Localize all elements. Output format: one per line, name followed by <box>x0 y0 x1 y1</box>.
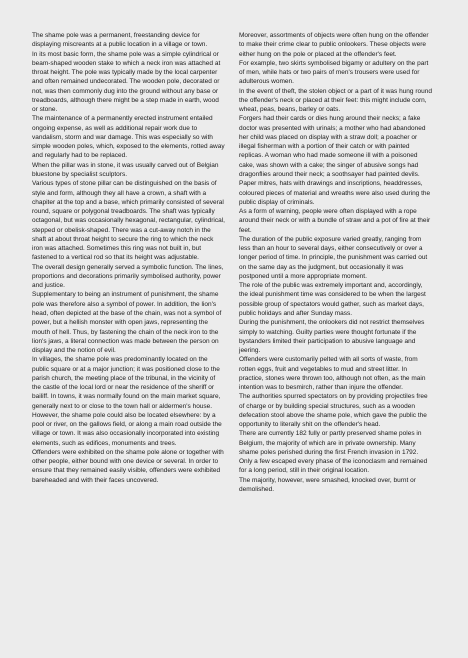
paragraph: In villages, the shame pole was predominantly located on the public square or at a major junction; it was positioned close to the parish church, the meeting place of the tribunal, in the vicinity of the castle of the local lord or near the residence of the sheriff or bailiff. In towns, it was normally found on the main market square, generally next to or close to the town hall or aldermen's house. However, the shame pole could also be located elsewhere: by a pool or river, on the gallows field, or along a main road outside the village or town. It was also occasionally incorporated into existing elements, such as edifices, monuments and trees. <box>32 356 222 447</box>
paragraph: The authorities spurred spectators on by providing projectiles free of charge or by building special structures, such as a wooden defecation stool above the shame pole, which gave the public the opportunity to literally shit on the offender's head. <box>239 393 428 429</box>
paragraph: The overall design generally served a symbolic function. The lines, proportions and decorations primarily symbolised authority, power and justice. <box>32 263 224 290</box>
paragraph: The majority, however, were smashed, knocked over, burnt or demolished. <box>239 476 416 494</box>
paragraph: Moreover, assortments of objects were often hung on the offender to make their crime clear to public onlookers. These objects were either hung on the pole or placed at the offender's feet. <box>239 32 429 58</box>
right-column <box>239 31 433 494</box>
paragraph: As a form of warning, people were often displayed with a rope around their neck or with a bundle of straw and a pot of fire at their feet. <box>239 208 431 234</box>
paragraph: Supplementary to being an instrument of punishment, the shame pole was therefore also a symbol of power. In addition, the lion's head, often depicted at the base of the chain, was not a symbol of power, but a hellish monster with open jaws, representing the mouth of hell. Thus, by fastening the chain of the neck iron to the lion's jaws, a literal connection was made between the person on display and the notion of evil. <box>32 291 222 355</box>
paragraph: Offenders were customarily pelted with all sorts of waste, from rotten eggs, fruit and vegetables to mud and street litter. In practice, stones were thrown too, although not often, as the main intention was to besmirch, rather than injure the offender. <box>239 356 426 392</box>
paragraph: In the event of theft, the stolen object or a part of it was hung round the offender's neck or placed at their feet: this might include corn, wheat, peas, beans, barley or oats. <box>239 87 432 114</box>
paragraph: In its most basic form, the shame pole was a simple cylindrical or beam-shaped wooden stake to which a neck iron was attached at throat height. The pole was typically made by the local carpenter and often remained undecorated. The wooden pole, decorated or not, was then commonly dug into the ground without any base or treadboards, although there might be a step made in earth, wood or stone. <box>32 50 221 114</box>
left-column <box>32 31 226 485</box>
paragraph: The role of the public was extremely important and, accordingly, the ideal punishment time was considered to be when the largest possible group of spectators would gather, such as market days, public holidays and after Sunday mass. <box>239 282 426 317</box>
paragraph: Offenders were exhibited on the shame pole alone or together with other people, either bound with one device or several. In order to ensure that they remained easily visible, offenders were exhibited bareheaded and with their faces uncovered. <box>32 448 224 484</box>
paragraph: The shame pole was a permanent, freestanding device for displaying miscreants at a public location in a village or town. <box>32 32 208 49</box>
paragraph: Forgers had their cards or dies hung around their necks; a fake doctor was presented with urinals; a mother who had abandoned her child was placed on display with a straw doll; a poacher or illegal fisherman with a portion of their catch or with painted replicas. A woman who had made someone ill with a poisoned cake, was shown with a cake; the singer of abusive songs had dragonflies around their neck; a soothsayer had painted devils. <box>239 115 426 178</box>
paragraph: Paper mitres, hats with drawings and inscriptions, headdresses, coloured pieces of material and wreaths were also used during the public display of criminals. <box>239 180 431 206</box>
paragraph: The maintenance of a permanently erected instrument entailed ongoing expense, as well as additional repair work due to vandalism, storm and war damage. This was especially so with simple wooden poles, which, exposed to the elements, rotted away and regularly had to be replaced. <box>32 115 225 160</box>
paragraph: When the pillar was in stone, it was usually carved out of Belgian bluestone by specialist sculptors. <box>32 161 219 178</box>
paragraph: Various types of stone pillar can be distinguished on the basis of style and form, although they all have a crown, a shaft with a chapiter at the top and a base, which primarily consisted of several round, square or polygonal treadboards. The shaft was typically octagonal, but was occasionally hexagonal, rectangular, cylindrical, stepped or obelisk-shaped. There was a cut-away notch in the shaft at about throat height to secure the ring to which the neck iron was attached. Sometimes this ring was not built in, but fastened to a vertical rod so that its height was adjustable. <box>32 180 225 262</box>
paragraph: During the punishment, the onlookers did not restrict themselves simply to watching. Guilty parties were thought fortunate if the bystanders limited their participation to abusive language and jeering. <box>239 319 425 355</box>
paragraph: For example, two skirts symbolised bigamy or adultery on the part of men, while hats or two pairs of men's trousers were used for adulterous women. <box>239 59 429 86</box>
paragraph: The duration of the public exposure varied greatly, ranging from less than an hour to several days, either consecutively or over a longer period of time. In principle, the punishment was carried out on the same day as the judgment, but occasionally it was postponed until a more appropriate moment. <box>239 235 428 280</box>
paragraph: There are currently 182 fully or partly preserved shame poles in Belgium, the majority of which are in private ownership. Many shame poles perished during the first French invasion in 1792. Only a few escaped every phase of the iconoclasm and remained for a long period, still in their original location. <box>239 430 428 475</box>
